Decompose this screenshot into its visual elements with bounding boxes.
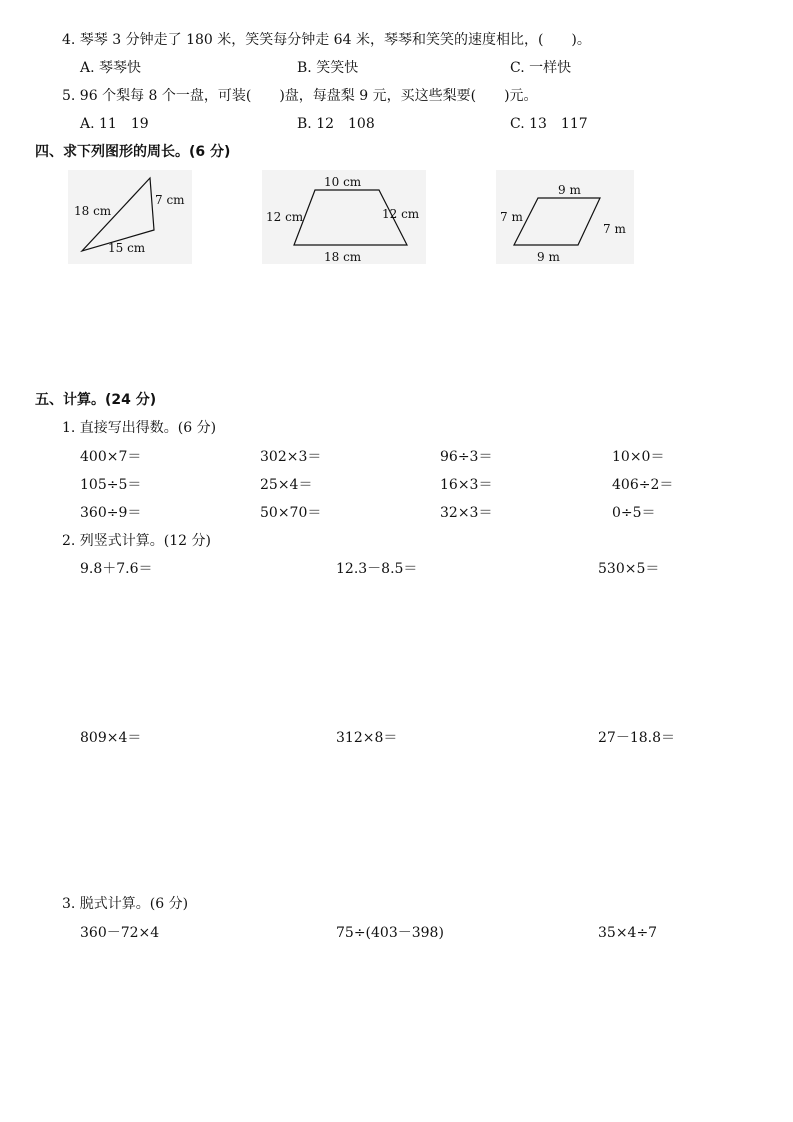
vertical-calc-item[interactable]: 530×5＝ <box>598 561 660 577</box>
part-1-title: 1. 直接写出得数。(6 分) <box>62 420 217 436</box>
trapezoid-label-left: 12 cm <box>266 210 304 224</box>
stepwise-calc-item[interactable]: 75÷(403－398) <box>336 925 444 941</box>
section-4-heading: 四、求下列图形的周长。(6 分) <box>35 144 231 160</box>
question-5-option-a[interactable]: A. 11 19 <box>80 116 149 132</box>
question-5-option-b[interactable]: B. 12 108 <box>297 116 375 132</box>
trapezoid-label-right: 12 cm <box>382 207 420 221</box>
parallelogram-label-bottom: 9 m <box>537 250 560 264</box>
oral-calc-item[interactable]: 302×3＝ <box>260 449 322 465</box>
triangle-label-18cm: 18 cm <box>74 204 112 218</box>
oral-calc-item[interactable]: 360÷9＝ <box>80 505 142 521</box>
stepwise-calc-item[interactable]: 360－72×4 <box>80 925 160 941</box>
oral-calc-item[interactable]: 32×3＝ <box>440 505 493 521</box>
question-4-option-a[interactable]: A. 琴琴快 <box>80 60 142 76</box>
trapezoid-label-top: 10 cm <box>324 175 362 189</box>
part-3-title: 3. 脱式计算。(6 分) <box>62 896 189 912</box>
question-4-option-c[interactable]: C. 一样快 <box>510 60 572 76</box>
oral-calc-item[interactable]: 406÷2＝ <box>612 477 674 493</box>
trapezoid-label-bottom: 18 cm <box>324 250 362 264</box>
parallelogram-label-top: 9 m <box>558 183 581 197</box>
vertical-calc-item[interactable]: 27－18.8＝ <box>598 730 675 746</box>
triangle-label-7cm: 7 cm <box>155 193 185 207</box>
oral-calc-item[interactable]: 16×3＝ <box>440 477 493 493</box>
section-5-heading: 五、计算。(24 分) <box>35 392 157 408</box>
question-4-stem: 4. 琴琴 3 分钟走了 180 米，笑笑每分钟走 64 米，琴琴和笑笑的速度相比，( )。 <box>62 32 591 48</box>
question-5-option-c[interactable]: C. 13 117 <box>510 116 588 132</box>
parallelogram-label-left: 7 m <box>500 210 523 224</box>
oral-calc-item[interactable]: 50×70＝ <box>260 505 322 521</box>
vertical-calc-item[interactable]: 9.8＋7.6＝ <box>80 561 153 577</box>
stepwise-calc-item[interactable]: 35×4÷7 <box>598 925 658 941</box>
vertical-calc-item[interactable]: 312×8＝ <box>336 730 398 746</box>
vertical-calc-item[interactable]: 12.3－8.5＝ <box>336 561 418 577</box>
oral-calc-item[interactable]: 10×0＝ <box>612 449 665 465</box>
oral-calc-item[interactable]: 400×7＝ <box>80 449 142 465</box>
oral-calc-item[interactable]: 96÷3＝ <box>440 449 493 465</box>
parallelogram-figure <box>496 170 634 264</box>
vertical-calc-item[interactable]: 809×4＝ <box>80 730 142 746</box>
oral-calc-item[interactable]: 25×4＝ <box>260 477 313 493</box>
triangle-label-15cm: 15 cm <box>108 241 146 255</box>
oral-calc-item[interactable]: 0÷5＝ <box>612 505 656 521</box>
oral-calc-item[interactable]: 105÷5＝ <box>80 477 142 493</box>
question-5-stem: 5. 96 个梨每 8 个一盘，可装( )盘，每盘梨 9 元，买这些梨要( )元。 <box>62 88 538 104</box>
trapezoid-figure <box>262 170 426 264</box>
parallelogram-label-right: 7 m <box>603 222 626 236</box>
triangle-figure <box>68 170 192 264</box>
question-4-option-b[interactable]: B. 笑笑快 <box>297 60 359 76</box>
part-2-title: 2. 列竖式计算。(12 分) <box>62 533 211 549</box>
